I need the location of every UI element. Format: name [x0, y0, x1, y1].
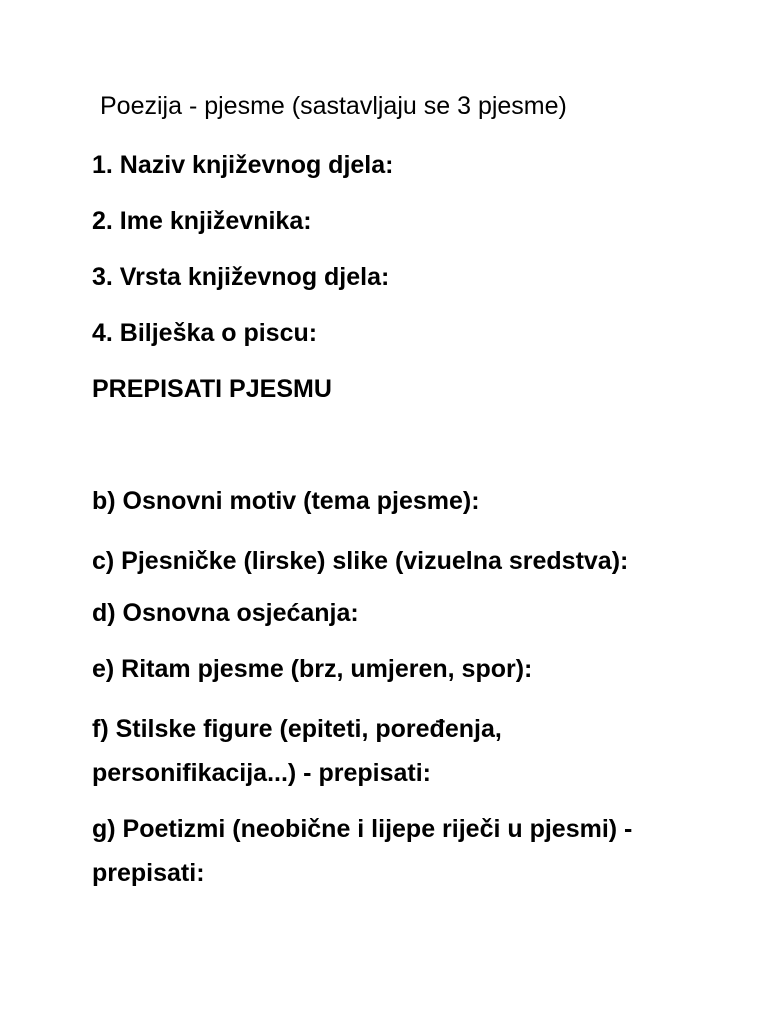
item-main-motif: b) Osnovni motiv (tema pjesme):	[92, 487, 480, 515]
item-literary-work-title: 1. Naziv književnog djela:	[92, 151, 394, 179]
item-poeticisms: g) Poetizmi (neobične i lijepe riječi u pjesmi) - prepisati:	[92, 815, 633, 887]
item-author-note: 4. Bilješka o piscu:	[92, 319, 318, 347]
instruction-copy-poem: PREPISATI PJESMU	[92, 375, 332, 403]
item-poem-rhythm: e) Ritam pjesme (brz, umjeren, spor):	[92, 655, 533, 683]
item-poetic-images: c) Pjesničke (lirske) slike (vizuelna sredstva):	[92, 547, 629, 575]
item-stylistic-figures: f) Stilske figure (epiteti, poređenja, personifikacija...) - prepisati:	[92, 715, 502, 787]
item-literary-work-type: 3. Vrsta književnog djela:	[92, 263, 390, 291]
blank-space	[92, 427, 728, 483]
item-author-name: 2. Ime književnika:	[92, 207, 312, 235]
item-main-feelings: d) Osnovna osjećanja:	[92, 599, 359, 627]
document-title: Poezija - pjesme (sastavljaju se 3 pjesme)	[100, 92, 567, 120]
